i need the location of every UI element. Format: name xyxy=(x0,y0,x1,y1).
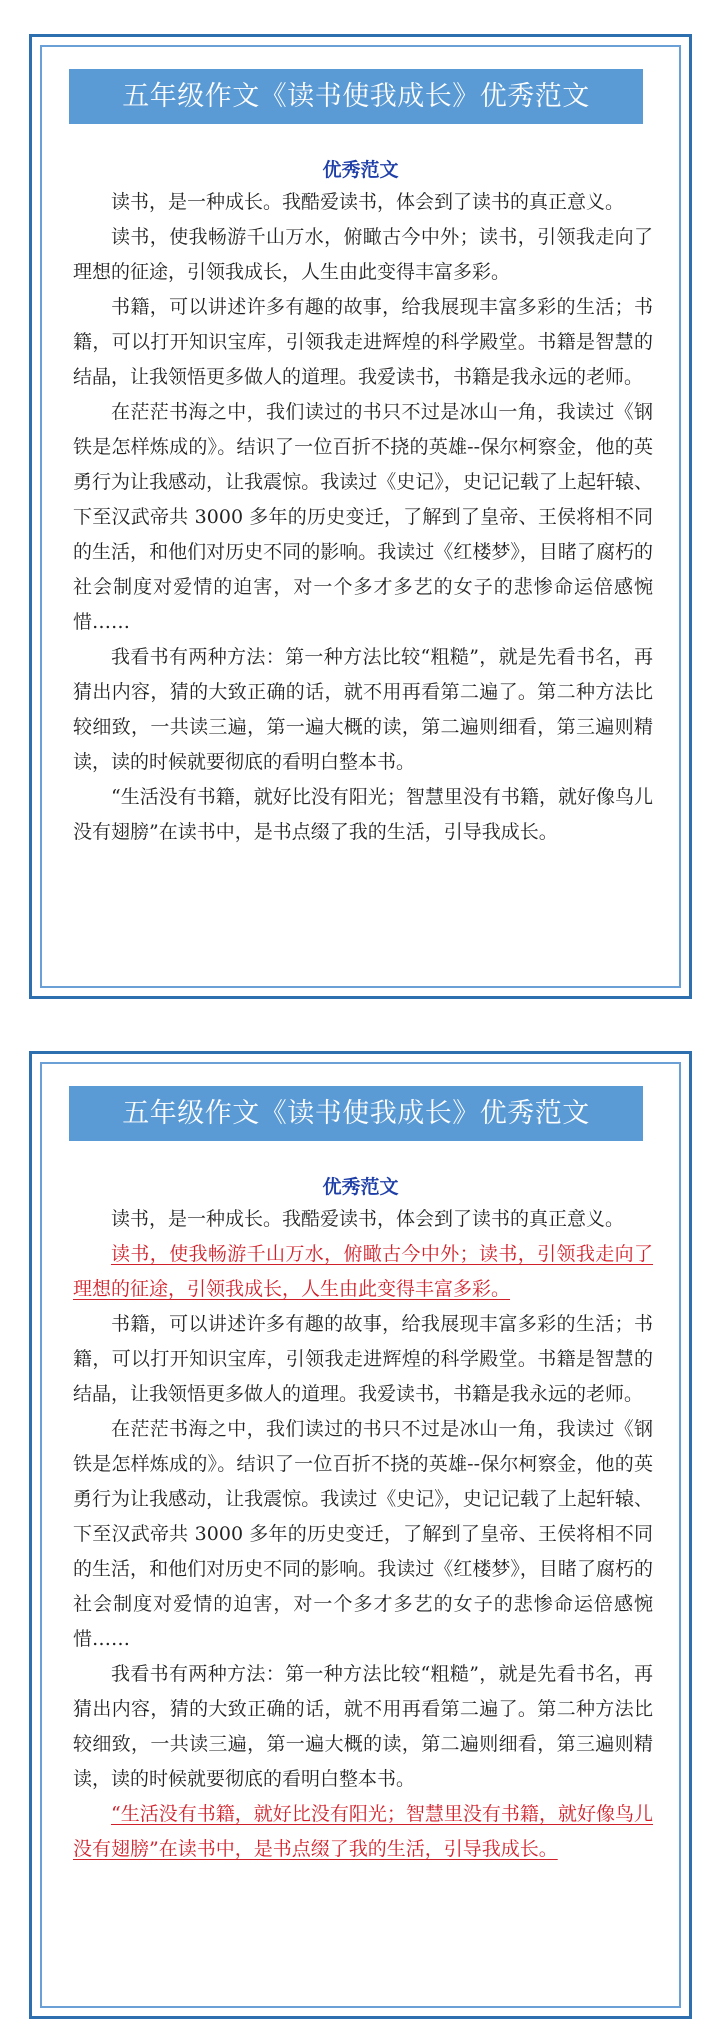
paragraph-3: 书籍，可以讲述许多有趣的故事，给我展现丰富多彩的生活；书籍，可以打开知识宝库，引领我走进辉煌的科学殿堂。书籍是智慧的结晶，让我领悟更多做人的道理。我爱读书，书籍是我永远的老师。 xyxy=(73,296,653,388)
essay-body xyxy=(73,1202,653,1867)
highlighted-paragraph-2: 读书，使我畅游千山万水，俯瞰古今中外；读书，引领我走向了理想的征途，引领我成长，人生由此变得丰富多彩。 xyxy=(73,1243,653,1300)
paragraph-1: 读书，是一种成长。我酷爱读书，体会到了读书的真正意义。 xyxy=(111,1208,625,1230)
paragraph-2: 读书，使我畅游千山万水，俯瞰古今中外；读书，引领我走向了理想的征途，引领我成长，人生由此变得丰富多彩。 xyxy=(73,226,653,283)
essay-body xyxy=(73,185,653,850)
essay-card-annotated xyxy=(29,1051,692,2019)
paragraph-1: 读书，是一种成长。我酷爱读书，体会到了读书的真正意义。 xyxy=(111,191,625,213)
essay-title: 五年级作文《读书使我成长》优秀范文 xyxy=(69,1086,643,1141)
paragraph-4: 在茫茫书海之中，我们读过的书只不过是冰山一角，我读过《钢铁是怎样炼成的》。结识了一位百折不挠的英雄--保尔柯察金，他的英勇行为让我感动，让我震惊。我读过《史记》，史记记载了上起轩辕、下至汉武帝共 3000 多年的历史变迁，了解到了皇帝、王侯将相不同的生活，和他们对历史不同的影响。我读过《红楼梦》，目睹了腐朽的社会制度对爱情的迫害，对一个多才多艺的女子的悲惨命运倍感惋惜…… xyxy=(73,401,653,633)
highlighted-paragraph-6: “生活没有书籍，就好比没有阳光；智慧里没有书籍，就好像鸟儿没有翅膀”在读书中，是书点缀了我的生活，引导我成长。 xyxy=(73,1803,653,1860)
paragraph-4: 在茫茫书海之中，我们读过的书只不过是冰山一角，我读过《钢铁是怎样炼成的》。结识了一位百折不挠的英雄--保尔柯察金，他的英勇行为让我感动，让我震惊。我读过《史记》，史记记载了上起轩辕、下至汉武帝共 3000 多年的历史变迁，了解到了皇帝、王侯将相不同的生活，和他们对历史不同的影响。我读过《红楼梦》，目睹了腐朽的社会制度对爱情的迫害，对一个多才多艺的女子的悲惨命运倍感惋惜…… xyxy=(73,1418,653,1650)
essay-subtitle: 优秀范文 xyxy=(322,1176,399,1198)
paragraph-5: 我看书有两种方法：第一种方法比较“粗糙”，就是先看书名，再猜出内容，猜的大致正确的话，就不用再看第二遍了。第二种方法比较细致，一共读三遍，第一遍大概的读，第二遍则细看，第三遍则精读，读的时候就要彻底的看明白整本书。 xyxy=(73,646,653,773)
essay-subtitle: 优秀范文 xyxy=(322,159,399,181)
paragraph-6: “生活没有书籍，就好比没有阳光；智慧里没有书籍，就好像鸟儿没有翅膀”在读书中，是书点缀了我的生活，引导我成长。 xyxy=(73,786,653,843)
essay-title: 五年级作文《读书使我成长》优秀范文 xyxy=(69,69,643,124)
paragraph-3: 书籍，可以讲述许多有趣的故事，给我展现丰富多彩的生活；书籍，可以打开知识宝库，引领我走进辉煌的科学殿堂。书籍是智慧的结晶，让我领悟更多做人的道理。我爱读书，书籍是我永远的老师。 xyxy=(73,1313,653,1405)
essay-card-plain xyxy=(29,34,692,999)
paragraph-5: 我看书有两种方法：第一种方法比较“粗糙”，就是先看书名，再猜出内容，猜的大致正确的话，就不用再看第二遍了。第二种方法比较细致，一共读三遍，第一遍大概的读，第二遍则细看，第三遍则精读，读的时候就要彻底的看明白整本书。 xyxy=(73,1663,653,1790)
